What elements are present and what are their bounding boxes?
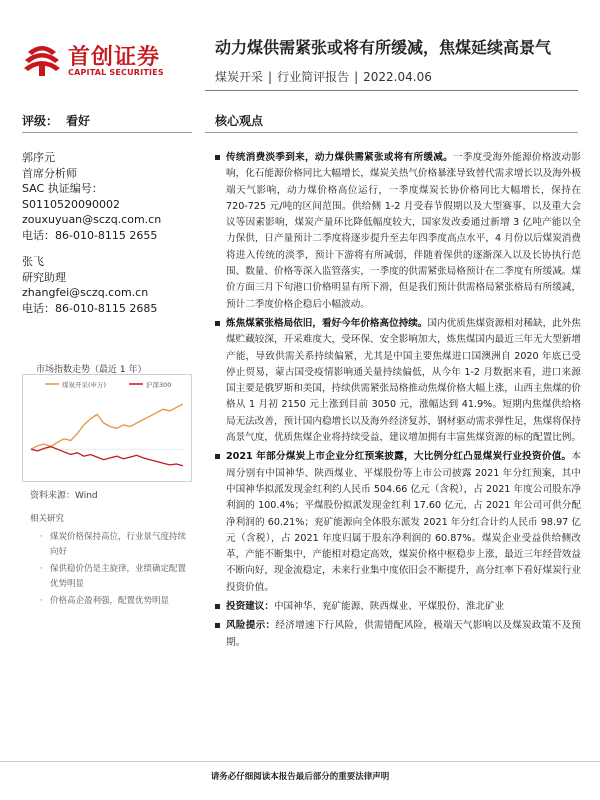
investment-advice: 投资建议：中国神华、兖矿能源、陕西煤业、平煤股份、淮北矿业 bbox=[215, 599, 581, 615]
header-divider bbox=[205, 90, 578, 91]
analyst-block-1 bbox=[22, 150, 192, 243]
bullet-icon: · bbox=[40, 564, 43, 574]
square-bullet-icon bbox=[215, 623, 220, 628]
logo-mark-icon bbox=[22, 42, 62, 78]
report-date: 2022.04.06 bbox=[363, 70, 432, 84]
analyst-email[interactable]: zhangfei@sczq.com.cn bbox=[22, 286, 149, 299]
footer-divider bbox=[0, 761, 600, 762]
core-views-content bbox=[215, 150, 581, 654]
square-bullet-icon bbox=[215, 454, 220, 459]
analyst-phone: 电话：86-010-8115 2685 bbox=[22, 301, 158, 315]
analyst-name: 张飞 bbox=[22, 255, 44, 268]
series-line-0 bbox=[31, 404, 183, 449]
right-rule bbox=[205, 132, 578, 133]
company-logo bbox=[22, 38, 222, 88]
bullet-icon: · bbox=[40, 532, 43, 542]
logo-text-en: CAPITAL SECURITIES bbox=[68, 68, 164, 77]
square-bullet-icon bbox=[215, 321, 220, 326]
legend-label-1: 沪深300 bbox=[146, 381, 172, 389]
meta-separator: | bbox=[354, 70, 359, 84]
related-research-heading: 相关研究 bbox=[30, 514, 65, 524]
related-item[interactable]: · 保供稳价仍是主旋律，业绩确定配置优势明显 bbox=[40, 564, 187, 589]
related-item[interactable]: · 煤炭价格保持高位，行业景气度持续向好 bbox=[40, 532, 187, 557]
left-rule bbox=[22, 132, 192, 133]
risk-warning: 风险提示：经济增速下行风险，供需错配风险，极端天气影响以及煤炭政策不及预期。 bbox=[215, 618, 581, 651]
analyst-role: 首席分析师 bbox=[22, 166, 77, 180]
report-industry: 煤炭开采 bbox=[215, 70, 264, 84]
square-bullet-icon bbox=[215, 155, 220, 160]
content-paragraph: 2021 年部分煤炭上市企业分红预案披露，大比例分红凸显煤炭行业投资价值。本周分别有中国神华、陕西煤业、平煤股份等上市公司披露 2021 年分红预案，其中中国神华拟派发现金红利约人民币 504.66 亿元（含税），占 2021 年度公司股东净利润的 100.4%；平煤股份拟派发现金红利 17.60 亿元，占 2021 年公司可供分配净利润的 60.21%；兖矿能源向全体股东派发 2021 年分红合计约人民币 98.97 亿元（含税），占 2021 年度归属于股东净利润的 60.87%。煤炭企业受益供给侧改革，产能不断集中，产能相对稳定高效，煤炭价格中枢稳步上涨，最近三年经营效益不断向好，现金流稳定，未来行业集中度依旧会不断提升，高分红率下看好煤炭行业投资价值。 bbox=[215, 449, 581, 596]
report-type: 行业简评报告 bbox=[277, 70, 350, 84]
content-paragraph: 传统消费淡季到来，动力煤供需紧张或将有所缓减。一季度受海外能源价格波动影响，化石能源价格同比大幅增长，煤炭关热气价格暴涨导致替代需求增长以及海外极端天气影响，动力煤价格高位运行，一季度煤炭长协价格同比大幅增长，保持在 720-725 元/吨的区间范围。供给侧 1-2 月受春节假期以及大型赛事、以及重大会议等因素影响，煤炭产量环比降低幅度较大，国家发改委通过新增 3 亿吨产能以全力保供，日产量预计二季度将逐步提升至去年四季度高点水平，4 月份以后煤炭消费将进入传统的淡季，预计下游将有所减弱，伴随着保供的逐渐深入以及长协执行范围、数量、价格等深入监管落实，一季度的供需紧张局格预计在二季度有所缓减。煤价方面三月下旬港口价格明显有所下滑，但是我们预计供需格局紧张格局有所缓减，预计二季度价格企稳后小幅波动。 bbox=[215, 150, 581, 313]
market-index-chart bbox=[22, 374, 192, 482]
analyst-role: 研究助理 bbox=[22, 270, 66, 284]
legend-label-0: 煤炭开采(申万) bbox=[62, 381, 107, 389]
meta-separator: | bbox=[268, 70, 273, 84]
rating-label: 评级： bbox=[22, 114, 59, 128]
square-bullet-icon bbox=[215, 604, 220, 609]
content-paragraph: 炼焦煤紧张格局依旧，看好今年价格高位持续。国内优质焦煤资源相对稀缺，此外焦煤贮藏较深，开采难度大，受环保、安全影响加大，炼焦煤国内最近三年无大型新增产能，导致供需关系持续偏紧，尤其是中国主要焦煤进口国澳洲自 2020 年底已受停止贸易，蒙古国受疫情影响通关量持续偏低，从今年 1-2 月数据来看，进口来源国主要是俄罗斯和美国，持续供需紧张局格推动焦煤价格大幅上涨，山西主焦煤的价格从 1 月初 2150 元上涨到目前 3050 元，涨幅达到 41.9%。短期内焦煤供给格局无法改善，预计国内稳增长以及海外经济复苏，钢材驱动需求弹性足，焦煤将保持高景气度，优质焦煤企业将持续受益，建议增加拥有丰富焦煤资源的标的配置比例。 bbox=[215, 316, 581, 446]
analyst-phone: 电话：86-010-8115 2655 bbox=[22, 228, 158, 242]
analyst-cert-label: SAC 执证编号： bbox=[22, 182, 103, 195]
analyst-cert-no: S0110520090002 bbox=[22, 197, 120, 211]
report-meta bbox=[215, 68, 432, 85]
chart-svg bbox=[23, 375, 191, 481]
chart-title: 市场指数走势（最近 1 年） bbox=[36, 365, 147, 375]
report-title: 动力煤供需紧张或将有所缓减，焦煤延续高景气 bbox=[215, 38, 552, 57]
section-title: 核心观点 bbox=[215, 114, 264, 128]
analyst-name: 郭序元 bbox=[22, 151, 55, 164]
chart-source: 资料来源：Wind bbox=[30, 491, 98, 501]
related-research-list bbox=[40, 530, 190, 611]
analyst-block-2 bbox=[22, 254, 192, 316]
legal-disclaimer-footer: 请务必仔细阅读本报告最后部分的重要法律声明 bbox=[210, 772, 390, 782]
bullet-icon: · bbox=[40, 596, 43, 606]
related-item[interactable]: · 价格高企盈利强，配置优势明显 bbox=[40, 594, 190, 609]
logo-text-cn: 首创证券 bbox=[68, 44, 161, 70]
rating-value: 看好 bbox=[66, 114, 91, 128]
analyst-email[interactable]: zouxuyuan@sczq.com.cn bbox=[22, 213, 162, 226]
rating bbox=[22, 112, 90, 129]
